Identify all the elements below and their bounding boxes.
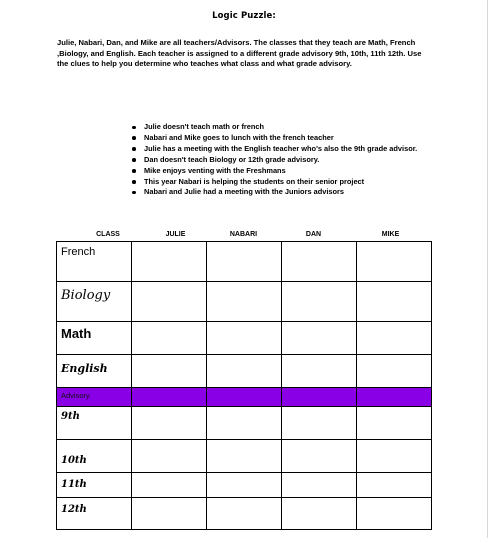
band-cell [282,388,357,407]
clue-item: Julie has a meeting with the English teacher who's also the 9th grade advisor. [131,144,431,155]
row-label: French [61,246,96,258]
row-label-cell [57,407,132,440]
grid-header-row [56,231,433,241]
grid-cell[interactable] [207,498,282,530]
row-label: Math [61,326,92,341]
grid-cell[interactable] [132,473,207,498]
grid-cell[interactable] [132,355,207,388]
header-julie: JULIE [165,231,186,238]
grid-row-11th [57,473,432,498]
clue-item: This year Nabari is helping the students on their senior project [131,177,431,188]
row-label: 10th [61,455,87,466]
header-nabari: NABARI [229,231,258,238]
advisory-band-row [57,388,432,407]
grid-cell[interactable] [357,473,432,498]
grid-cell[interactable] [282,355,357,388]
grid-cell[interactable] [357,440,432,473]
row-label-cell [57,282,132,322]
grid-cell[interactable] [282,407,357,440]
row-label-cell [57,322,132,355]
row-label-cell [57,473,132,498]
grid-cell[interactable] [357,242,432,282]
row-label: Biology [61,288,111,303]
grid-row-9th [57,407,432,440]
row-label: 9th [61,411,80,422]
grid-cell[interactable] [132,407,207,440]
clue-item: Mike enjoys venting with the Freshmans [131,166,431,177]
grid-cell[interactable] [132,242,207,282]
grid-cell[interactable] [207,242,282,282]
grid-cell[interactable] [282,498,357,530]
grid-cell[interactable] [282,440,357,473]
row-label-cell [57,355,132,388]
header-dan: DAN [305,231,322,238]
grid-row-10th [57,440,432,473]
grid-cell[interactable] [132,498,207,530]
band-cell [357,388,432,407]
clue-item: Nabari and Julie had a meeting with the Juniors advisors [131,187,431,198]
grid-cell[interactable] [357,322,432,355]
grid-cell[interactable] [132,322,207,355]
grid-cell[interactable] [207,440,282,473]
grid-cell[interactable] [207,355,282,388]
grid-row-french [57,242,432,282]
logic-grid [56,241,432,530]
grid-row-english [57,355,432,388]
band-cell [207,388,282,407]
row-label-cell [57,440,132,473]
row-label: 11th [61,479,87,490]
grid-cell[interactable] [132,440,207,473]
clue-item: Julie doesn't teach math or french [131,122,431,133]
row-label-cell [57,388,132,407]
grid-row-biology [57,282,432,322]
intro-paragraph: Julie, Nabari, Dan, and Mike are all teachers/Advisors. The classes that they teach are Math, French ,Biology, and English. Each teacher is assigned to a different grade advisory 9th, 10th, 11th 12th. Use the clues to help you determine who teaches what class and what grade advisory. [57,38,422,69]
grid-cell[interactable] [282,473,357,498]
row-label: English [61,362,108,375]
header-class: CLASS [96,231,120,238]
band-cell [132,388,207,407]
grid-cell[interactable] [207,322,282,355]
grid-cell[interactable] [207,473,282,498]
grid-cell[interactable] [357,355,432,388]
header-mike: MIKE [381,231,400,238]
row-label-cell [57,498,132,530]
grid-cell[interactable] [207,282,282,322]
grid-cell[interactable] [132,282,207,322]
grid-cell[interactable] [357,407,432,440]
grid-row-math [57,322,432,355]
clue-list [131,122,431,198]
grid-cell[interactable] [282,242,357,282]
grid-cell[interactable] [282,282,357,322]
clue-item: Nabari and Mike goes to lunch with the french teacher [131,133,431,144]
grid-cell[interactable] [207,407,282,440]
clue-item: Dan doesn't teach Biology or 12th grade advisory. [131,155,431,166]
grid-cell[interactable] [357,498,432,530]
grid-cell[interactable] [357,282,432,322]
grid-row-12th [57,498,432,530]
row-label: Advisory [61,391,90,400]
page-title: Logic Puzzle: [212,11,276,21]
grid-cell[interactable] [282,322,357,355]
row-label-cell [57,242,132,282]
row-label: 12th [61,504,87,515]
